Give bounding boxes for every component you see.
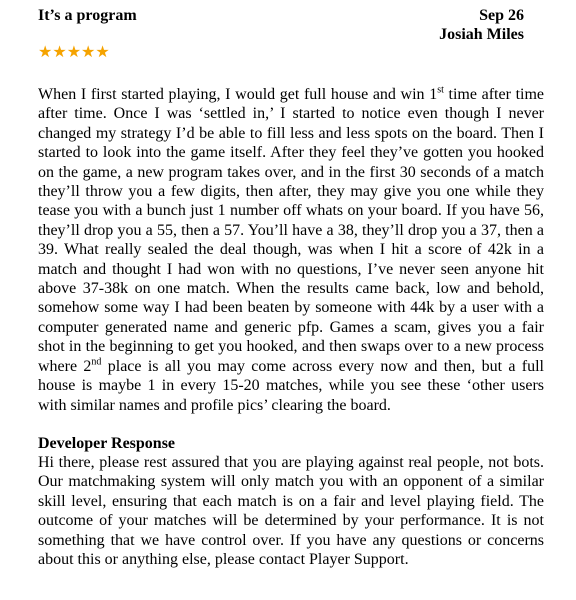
developer-response-text: Hi there, please rest assured that you are playing against real people, not bots. Our matchmaking system will only match you with an opponent of a similar skill level, ensuring that each match is on a fair and level playing field. The outcome of your matches will be determined by your performance. It is not something that we have control over. If you have any questions or concerns about this or anything else, please contact Player Support. bbox=[38, 453, 544, 568]
review-meta bbox=[439, 6, 524, 44]
review-body-text: When I first started playing, I would get full house and win 1 bbox=[38, 86, 438, 103]
review-title: It’s a program bbox=[38, 7, 137, 24]
review-header bbox=[38, 6, 544, 44]
star-icon: ★ bbox=[52, 44, 67, 61]
ordinal-suffix: nd bbox=[91, 356, 102, 368]
review-body-text: time after time after time. Once I was ‘settled in,’ I started to notice even though I never changed my strategy I’d be able to fill less and less spots on the board. Then I started to look into the game itself. After they feel they’ve gotten you hooked on the game, a new program takes over, and in the first 30 seconds of a match they’ll throw you a few digits, then after, they may give you one while they tease you with a bunch just 1 number off whats on your board. If you have 56, they’ll drop you a 55, then a 57. You’ll have a 38, they’ll drop you a 37, then a 39. What really sealed the deal though, was when I hit a score of 42k in a match and thought I had won with no questions, I’ve never seen anyone hit above 37-38k on one match. When the results came back, low and behold, somehow some way I had been beaten by someone with 44k by a user with a computer generated name and generic pfp. Games a scam, gives you a fair shot in the beginning to get you hooked, and then swaps over to a new process where 2 bbox=[38, 86, 545, 375]
star-icon: ★ bbox=[38, 44, 53, 61]
developer-response-heading: Developer Response bbox=[38, 434, 176, 452]
review-date: Sep 26 bbox=[479, 7, 524, 24]
review-author: Josiah Miles bbox=[439, 26, 524, 43]
review-body-text: place is all you may come across every now and then, but a full house is maybe 1 in every 15-20 matches, while you see these ‘other users with similar names and profile pics’ clearing the board. bbox=[38, 357, 545, 414]
review-card bbox=[38, 6, 544, 569]
star-icon: ★ bbox=[66, 44, 82, 61]
star-icon: ★ bbox=[95, 44, 110, 61]
ordinal-suffix: st bbox=[437, 84, 444, 96]
star-icon: ★ bbox=[81, 44, 96, 61]
star-rating bbox=[38, 44, 544, 62]
review-body bbox=[38, 85, 544, 415]
